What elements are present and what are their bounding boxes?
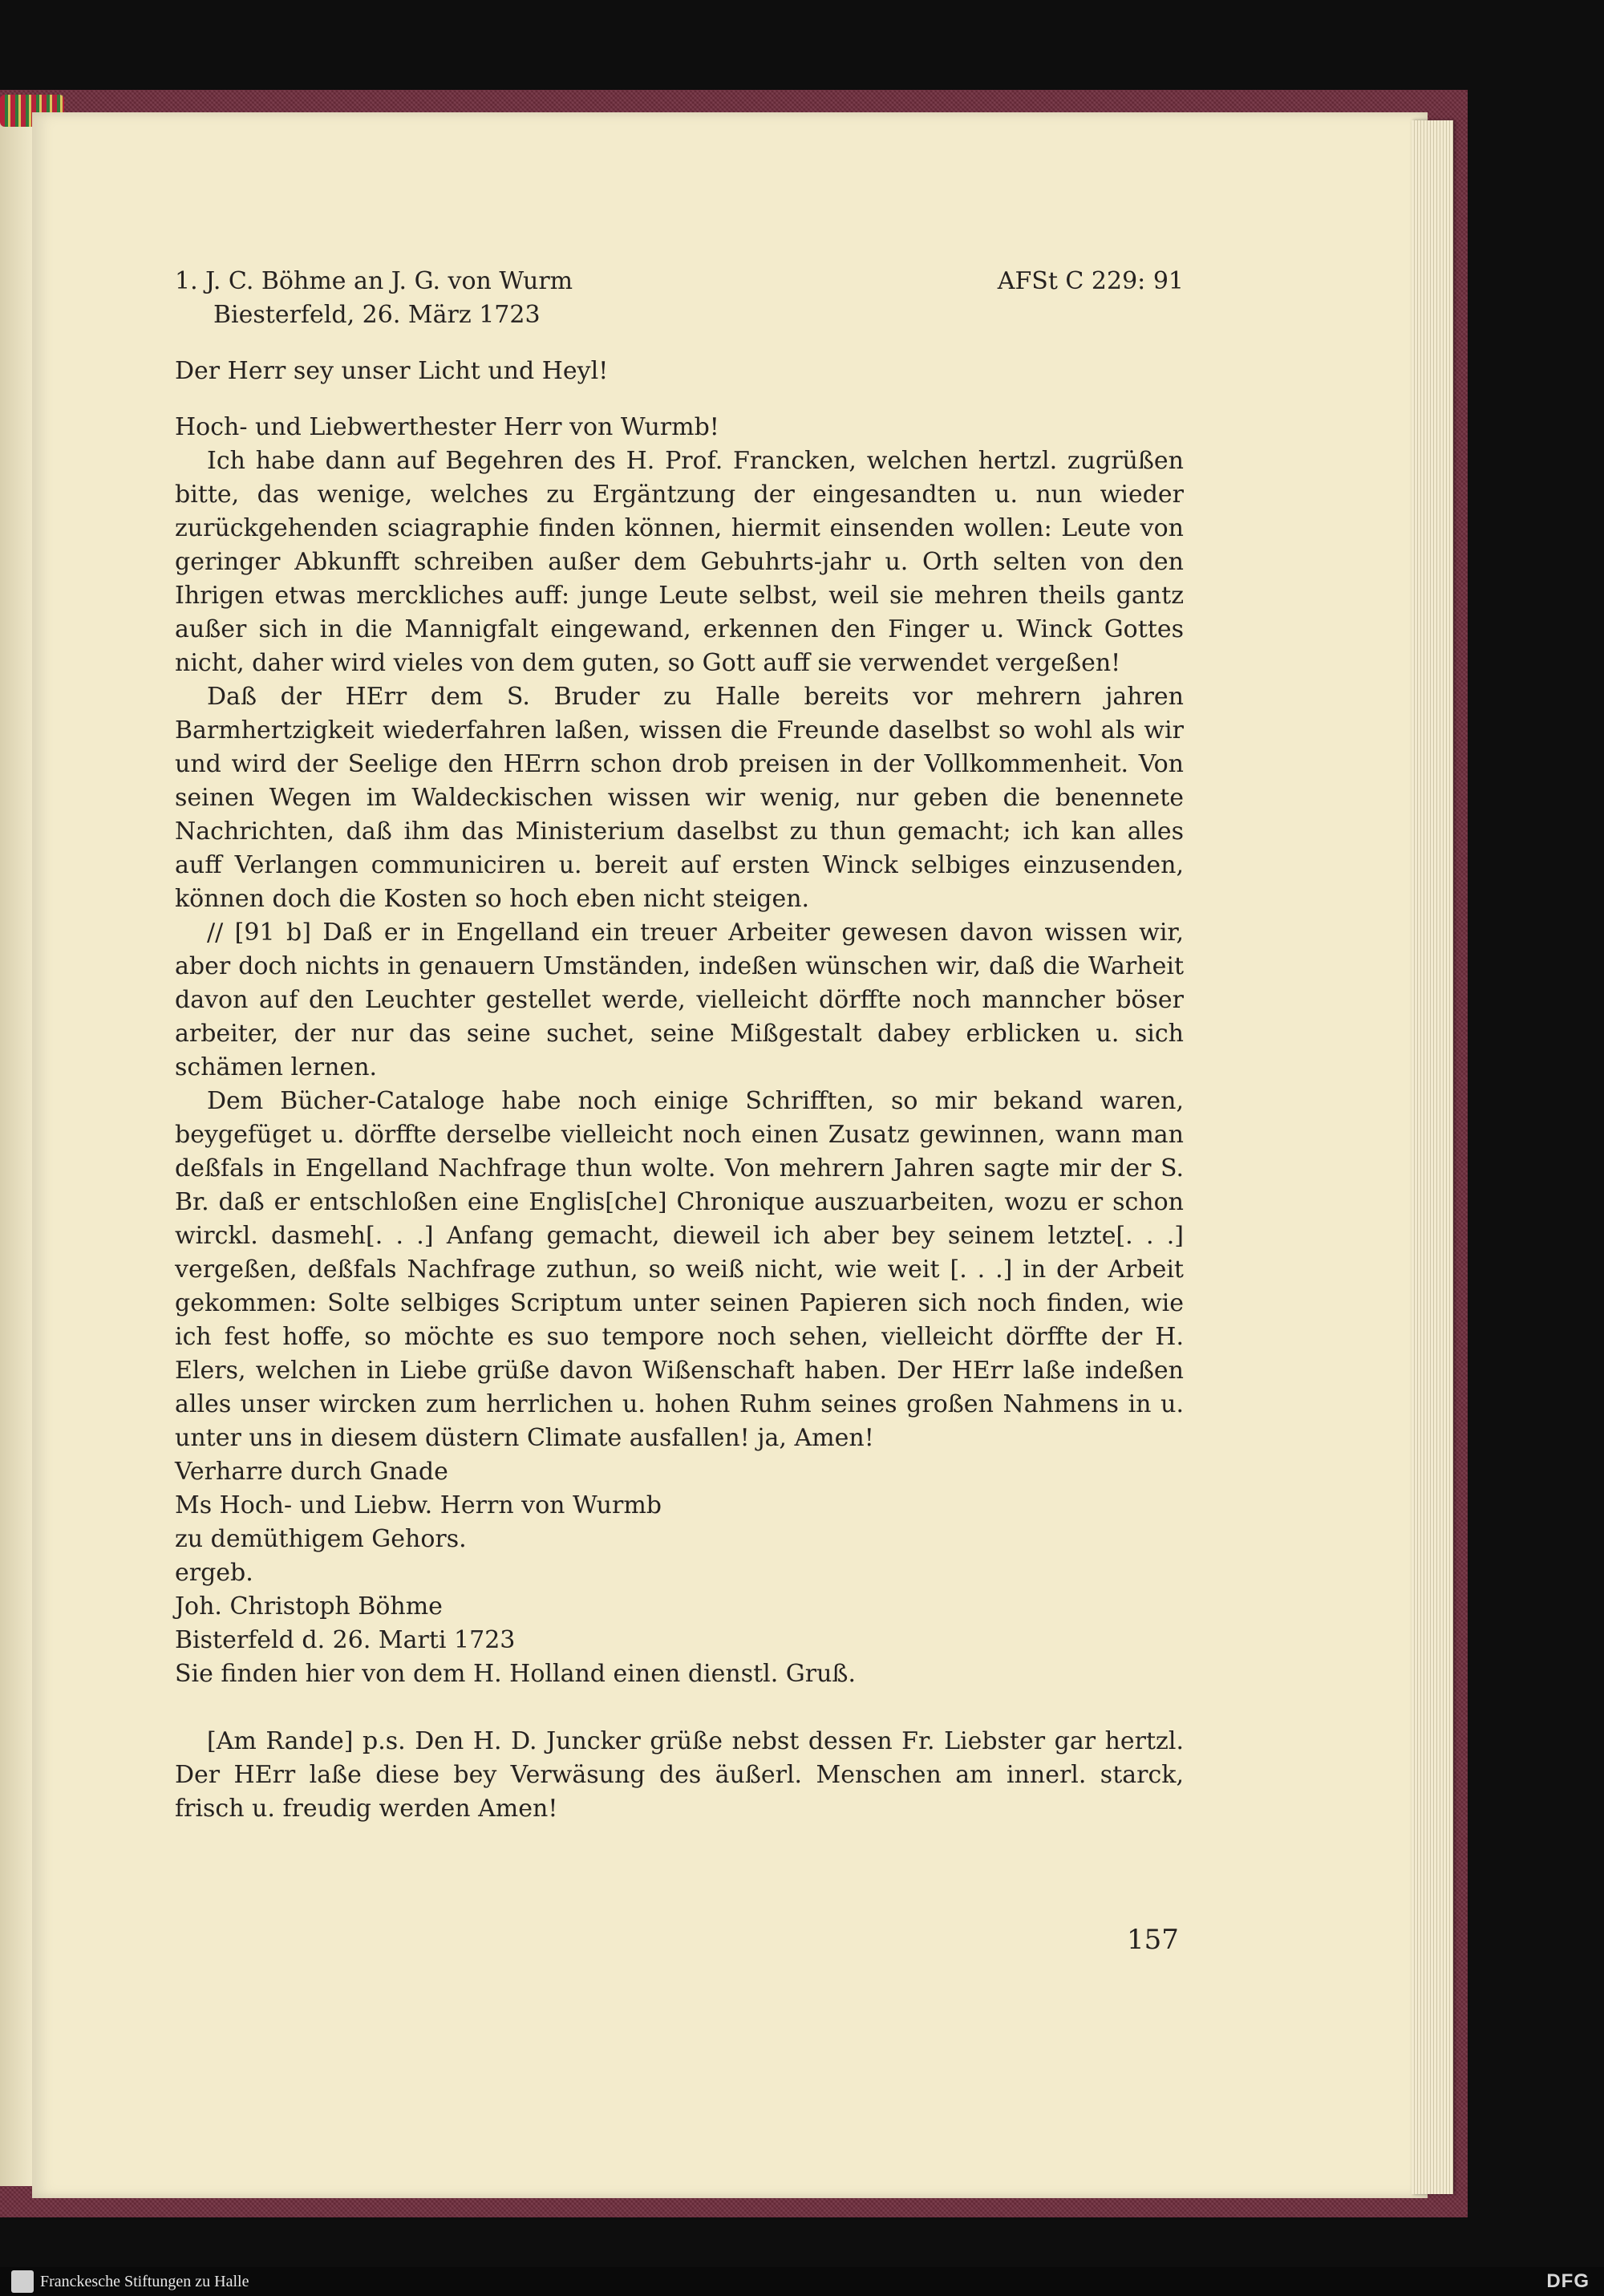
closing-line: ergeb. xyxy=(175,1559,253,1587)
signature-name: Joh. Christoph Böhme xyxy=(175,1592,443,1621)
letter-text xyxy=(175,265,1184,1826)
closing-line: Sie finden hier von dem H. Holland einen dienstl. Gruß. xyxy=(175,1660,857,1688)
dfg-logo: DFG xyxy=(1546,2270,1590,2292)
salutation: Der Herr sey unser Licht und Heyl! xyxy=(175,357,609,385)
viewer-footer xyxy=(0,2267,1604,2296)
archive-reference: AFSt C 229: 91 xyxy=(997,267,1184,295)
letter-number-and-parties: 1. J. C. Böhme an J. G. von Wurm xyxy=(175,267,573,295)
postscript: [Am Rande] p.s. Den H. D. Juncker grüße nebst dessen Fr. Liebster gar hertzl. Der HErr laße diese bey Verwäsung des äußerl. Menschen am innerl. starck, frisch u. freudig werden Amen! xyxy=(175,1727,1184,1823)
letter-place-date: Biesterfeld, 26. März 1723 xyxy=(213,301,541,329)
paragraph: // [91 b] Daß er in Engelland ein treuer Arbeiter gewesen davon wissen wir, aber doch nichts in genauern Umständen, indeßen wünschen wir, daß die Warheit davon auf den Leuchter gestellet werde, vielleicht dörffte noch manncher böser arbeiter, der nur das seine suchet, seine Mißgestalt dabey erblicken u. sich schämen lernen. xyxy=(175,919,1184,1081)
address-line: Hoch- und Liebwerthester Herr von Wurmb! xyxy=(175,413,719,441)
closing-line: Ms Hoch- und Liebw. Herrn von Wurmb xyxy=(175,1491,662,1519)
francke-foundation-logo-icon xyxy=(11,2270,34,2293)
paragraph: Daß der HErr dem S. Bruder zu Halle bereits vor mehrern jahren Barmhertzigkeit wiederfahren laßen, wissen die Freunde daselbst so wohl als wir und wird der Seelige den HErrn schon drob preisen in der Vollkommenheit. Von seinen Wegen im Waldeckischen wissen wir wenig, nur geben die benennete Nachrichten, daß ihm das Ministerium daselbst zu thun gemacht; ich kan alles auff Verlangen communiciren u. bereit auf ersten Winck selbiges einzusenden, können doch die Kosten so hoch eben nicht steigen. xyxy=(175,683,1184,913)
page-stack-edge xyxy=(1412,120,1453,2194)
signature-place-date: Bisterfeld d. 26. Marti 1723 xyxy=(175,1626,516,1654)
paragraph: Dem Bücher-Cataloge habe noch einige Schrifften, so mir bekand waren, beygefüget u. dörffte derselbe vielleicht noch einen Zusatz gewinnen, wann man deßfals in Engelland Nachfrage thun wolte. Von mehrern Jahren sagte mir der S. Br. daß er entschloßen eine Englis[che] Chronique auszuarbeiten, wozu er schon wirckl. dasmeh[. . .] Anfang gemacht, dieweil ich aber bey seinem letzte[. . .] vergeßen, deßfals Nachfrage zuthun, so weiß nicht, wie weit [. . .] in der Arbeit gekommen: Solte selbiges Scriptum unter seinen Papieren sich noch finden, wie ich fest hoffe, so möchte es suo tempore noch sehen, vielleicht dörffte der H. Elers, welchen in Liebe grüße davon Wißenschaft haben. Der HErr laße indeßen alles unser wircken zum herrlichen u. hohen Ruhm seines großen Nahmens in u. unter uns in diesem düstern Climate ausfallen! ja, Amen! xyxy=(175,1087,1184,1452)
page-number: 157 xyxy=(1127,1924,1179,1956)
institution-name: Franckesche Stiftungen zu Halle xyxy=(40,2272,249,2290)
closing-line: zu demüthigem Gehors. xyxy=(175,1525,467,1553)
left-page-edge xyxy=(0,120,32,2186)
closing-line: Verharre durch Gnade xyxy=(175,1458,448,1486)
letter-header xyxy=(175,265,1184,298)
paragraph: Ich habe dann auf Begehren des H. Prof. Francken, welchen hertzl. zugrüßen bitte, das wenige, welches zu Ergäntzung der eingesandten u. nun wieder zurückgehenden sciagraphie finden können, hiermit einsenden wollen: Leute von geringer Abkunfft schreiben außer dem Gebuhrts-jahr u. Orth selten von den Ihrigen etwas merckliches auff: junge Leute selbst, weil sie mehren theils gantz außer sich in die Mannigfalt eingewand, erkennen den Finger u. Winck Gottes nicht, daher wird vieles von dem guten, so Gott auff sie verwendet vergeßen! xyxy=(175,447,1184,677)
